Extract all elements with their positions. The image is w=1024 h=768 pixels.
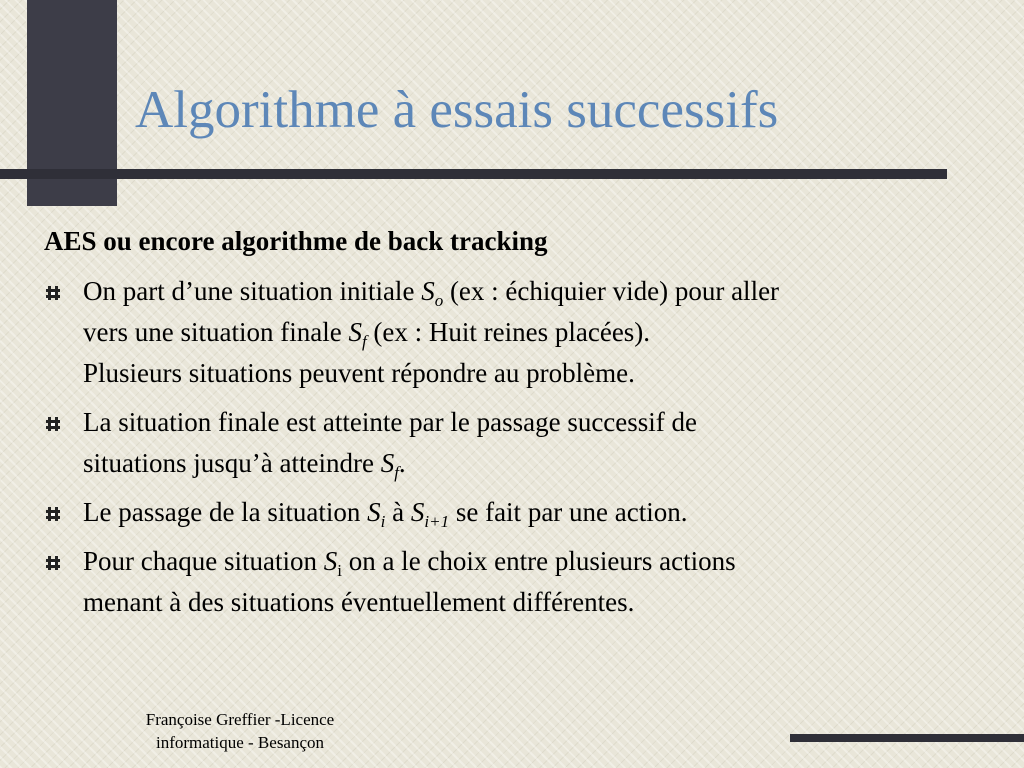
bullet-text: menant à des situations éventuellement différentes. [83,587,635,617]
hash-bullet-icon [45,506,61,522]
hash-bullet-icon [45,285,61,301]
bullet-item [0,402,1000,484]
bullet-item [0,541,1000,623]
hash-bullet-icon [45,416,61,432]
symbol-current-subscript: i [337,561,342,580]
symbol-current: S [323,546,338,576]
bullet-text: se fait par une action. [449,497,688,527]
symbol-final: S [380,448,395,478]
symbol-next: S [410,497,425,527]
bullet-text: Le passage de la situation [83,497,368,527]
symbol-initial-subscript: o [434,291,444,310]
bullet-text: Pour chaque situation [83,546,324,576]
symbol-initial: S [421,276,435,306]
symbol-final-subscript: f [394,463,399,482]
hash-bullet-icon [45,555,61,571]
footer-credit [110,708,370,754]
bullet-text: La situation finale est atteinte par le passage successif de [83,407,698,437]
bullet-text: on a le choix entre plusieurs actions [341,546,736,576]
slide-title: Algorithme à essais successifs [135,81,779,139]
bullet-text: à [385,497,411,527]
bullet-list [0,271,1000,631]
symbol-current-subscript: i [380,512,386,531]
bullet-text: . [398,448,406,478]
symbol-current: S [367,497,381,527]
bullet-text: On part d’une situation initiale [83,276,422,306]
symbol-final: S [348,317,362,347]
bullet-item [0,271,1000,394]
bullet-text: situations jusqu’à atteindre [83,448,381,478]
bullet-item [0,492,1000,533]
footer-rule [790,734,1024,742]
bullet-text: Plusieurs situations peuvent répondre au problème. [83,358,635,388]
symbol-final-subscript: f [361,332,367,351]
bullet-text: vers une situation finale [83,317,349,347]
bullet-text: (ex : Huit reines placées). [366,317,651,347]
title-rule [0,169,947,179]
symbol-next-subscript: i+1 [424,512,450,531]
bullet-text: (ex : échiquier vide) pour aller [443,276,780,306]
footer-line: informatique - Besançon [155,733,325,752]
slide-subtitle: AES ou encore algorithme de back tracking [44,226,548,256]
footer-line: Françoise Greffier -Licence [145,710,335,729]
